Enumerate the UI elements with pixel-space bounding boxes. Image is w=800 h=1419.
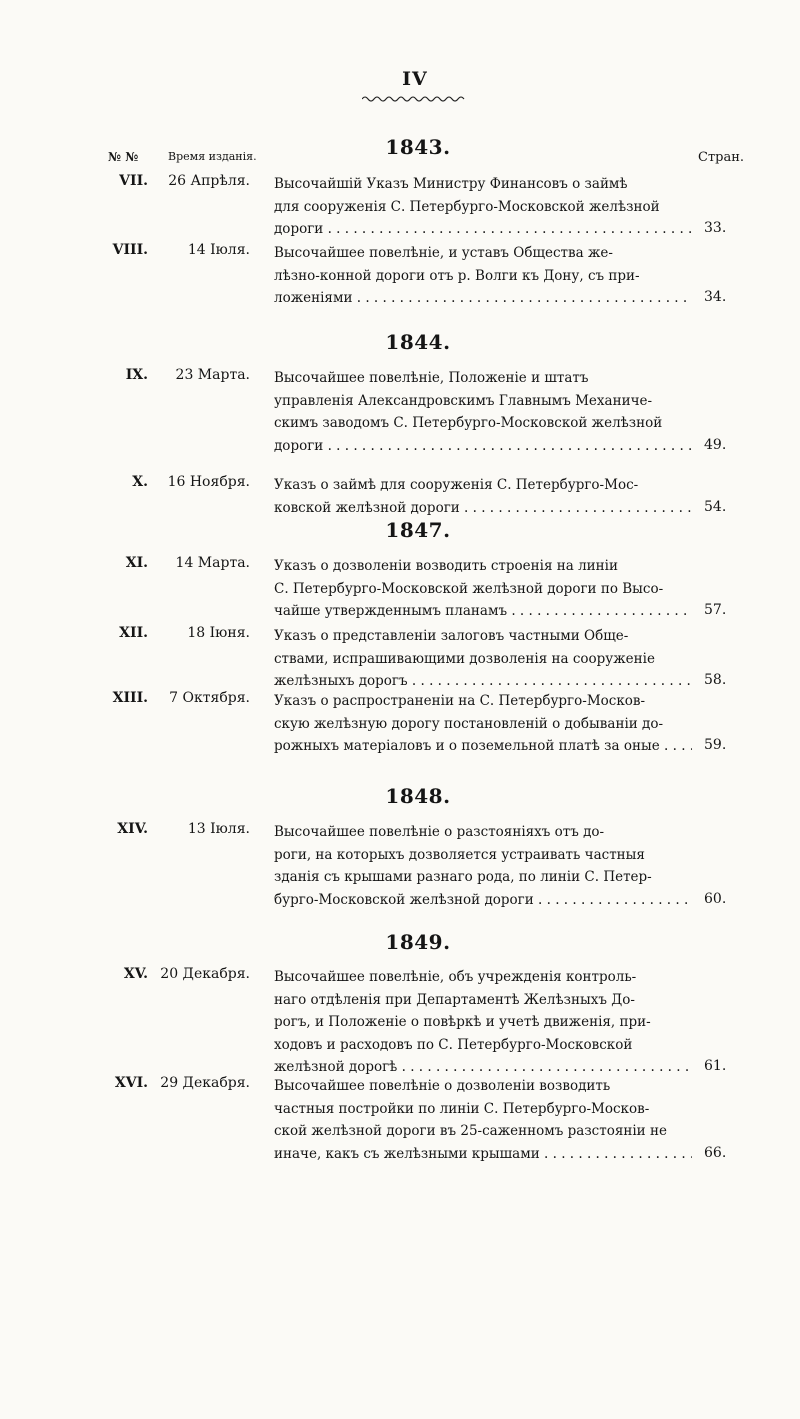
- entry-date: 14 Іюля.: [187, 242, 250, 258]
- entry-title-line: скую желѣзную дорогу постановленій о добываніи до-: [274, 715, 664, 732]
- entry-title: [274, 555, 692, 623]
- entry-title-line: рожныхъ матеріаловъ и о поземельной платѣ за оные . . .: [274, 735, 692, 758]
- entry-title-line: рогъ, и Положеніе о повѣркѣ и учетѣ движенія, при-: [274, 1014, 651, 1030]
- entry-page: 66.: [704, 1144, 727, 1161]
- entry-title-line: дороги . . .: [274, 218, 692, 241]
- column-header-number: № №: [108, 150, 139, 164]
- entry-title: [274, 367, 692, 457]
- entry-title: [274, 966, 692, 1079]
- entry-title: [274, 173, 692, 241]
- entry-title: [274, 821, 692, 911]
- entry-title-line: ковской желѣзной дороги . . .: [274, 497, 692, 520]
- entry-page: 33.: [704, 220, 727, 236]
- entry-title-line: Указъ о представленіи залоговъ частными Обще-: [274, 628, 629, 644]
- page-number: IV: [402, 68, 428, 90]
- entry-date: 23 Марта.: [175, 367, 250, 383]
- entry-date: 14 Марта.: [175, 555, 250, 571]
- entry-title-line: Указъ о распространеніи на С. Петербурго-Москов-: [274, 693, 646, 709]
- entry-title: [274, 690, 692, 758]
- entry-date: 20 Декабря.: [160, 966, 250, 982]
- section-year: 1844.: [385, 330, 451, 354]
- entry-title-line: скимъ заводомъ С. Петербурго-Московской желѣзной: [274, 415, 663, 431]
- entry-title-line: желѣзныхъ дорогъ . . .: [274, 670, 692, 693]
- entry-title-line: ходовъ и расходовъ по С. Петербурго-Московской: [274, 1036, 633, 1053]
- entry-title-line: ской желѣзной дороги въ 25-саженномъ разстояніи не: [274, 1123, 667, 1139]
- entry-date: 18 Іюня.: [187, 625, 250, 641]
- entry-title-line: иначе, какъ съ желѣзными крышами . . .: [274, 1143, 692, 1166]
- column-header-date: Время изданія.: [168, 150, 257, 163]
- entry-title-line: бурго-Московской желѣзной дороги . . .: [274, 889, 692, 912]
- entry-number: XV.: [123, 966, 148, 982]
- entry-page: 61.: [704, 1058, 727, 1074]
- entry-page: 60.: [704, 890, 727, 907]
- entry-number: X.: [132, 474, 148, 490]
- entry-date: 29 Декабря.: [160, 1075, 250, 1091]
- entry-title-line: частныя постройки по линіи С. Петербурго-Москов-: [274, 1100, 650, 1117]
- entry-page: 34.: [704, 289, 727, 305]
- entry-title: [274, 474, 692, 519]
- entry-title-line: желѣзной дорогѣ . . .: [274, 1056, 692, 1079]
- entry-title-line: ствами, испрашивающими дозволенія на сооруженіе: [274, 650, 655, 667]
- entry-page: 57.: [704, 602, 727, 618]
- entry-number: VII.: [119, 173, 148, 189]
- entry-title-line: зданія съ крышами разнаго рода, по линіи С. Петер-: [274, 869, 652, 885]
- entry-title-line: С. Петербурго-Московской желѣзной дороги по Высо-: [274, 580, 664, 597]
- entry-page: 59.: [704, 737, 727, 753]
- entry-title-line: дороги . . .: [274, 435, 692, 458]
- entry-date: 13 Іюля.: [187, 821, 250, 837]
- entry-page: 49.: [704, 436, 727, 453]
- entry-date: 26 Апрѣля.: [168, 173, 250, 189]
- entry-page: 54.: [704, 498, 727, 515]
- entry-title-line: наго отдѣленія при Департаментѣ Желѣзныхъ До-: [274, 991, 635, 1008]
- entry-title: [274, 625, 692, 693]
- section-year: 1843.: [385, 135, 451, 159]
- entry-title: [274, 242, 692, 310]
- entry-title-line: для сооруженія С. Петербурго-Московской желѣзной: [274, 198, 660, 215]
- entry-title-line: Высочайшее повелѣніе, Положеніе и штатъ: [274, 370, 589, 386]
- entry-number: XIII.: [112, 690, 148, 706]
- entry-page: 58.: [704, 672, 727, 688]
- entry-number: VIII.: [112, 242, 148, 258]
- entry-title-line: Указъ о займѣ для сооруженія С. Петербурго-Мос-: [274, 477, 639, 493]
- entry-title-line: Высочайшее повелѣніе, и уставъ Общества же-: [274, 245, 613, 261]
- entry-title-line: Высочайшее повелѣніе о разстояніяхъ отъ до-: [274, 824, 605, 840]
- section-year: 1849.: [385, 930, 451, 954]
- column-header-page: Стран.: [698, 150, 745, 165]
- ornamental-rule: [362, 95, 466, 103]
- entry-title-line: ложеніями . . .: [274, 287, 692, 310]
- entry-title-line: лѣзно-конной дороги отъ р. Волги къ Дону, съ при-: [274, 267, 640, 284]
- entry-number: XI.: [125, 555, 148, 571]
- entry-title-line: управленія Александровскимъ Главнымъ Механиче-: [274, 392, 653, 409]
- entry-date: 7 Октября.: [169, 690, 250, 706]
- section-year: 1848.: [385, 784, 451, 808]
- entry-title-line: Высочайшій Указъ Министру Финансовъ о займѣ: [274, 176, 628, 192]
- entry-title-line: чайше утвержденнымъ планамъ . . .: [274, 600, 692, 623]
- entry-title-line: Высочайшее повелѣніе, объ учрежденія контроль-: [274, 969, 637, 985]
- entry-title: [274, 1075, 692, 1165]
- entry-number: XIV.: [117, 821, 148, 837]
- entry-title-line: Высочайшее повелѣніе о дозволеніи возводить: [274, 1078, 611, 1094]
- entry-title-line: Указъ о дозволеніи возводить строенія на линіи: [274, 558, 618, 574]
- section-year: 1847.: [385, 518, 451, 542]
- entry-date: 16 Ноября.: [167, 474, 250, 490]
- entry-number: XII.: [119, 625, 148, 641]
- entry-number: IX.: [125, 367, 148, 383]
- entry-title-line: роги, на которыхъ дозволяется устраивать частныя: [274, 846, 645, 863]
- entry-number: XVI.: [114, 1075, 148, 1091]
